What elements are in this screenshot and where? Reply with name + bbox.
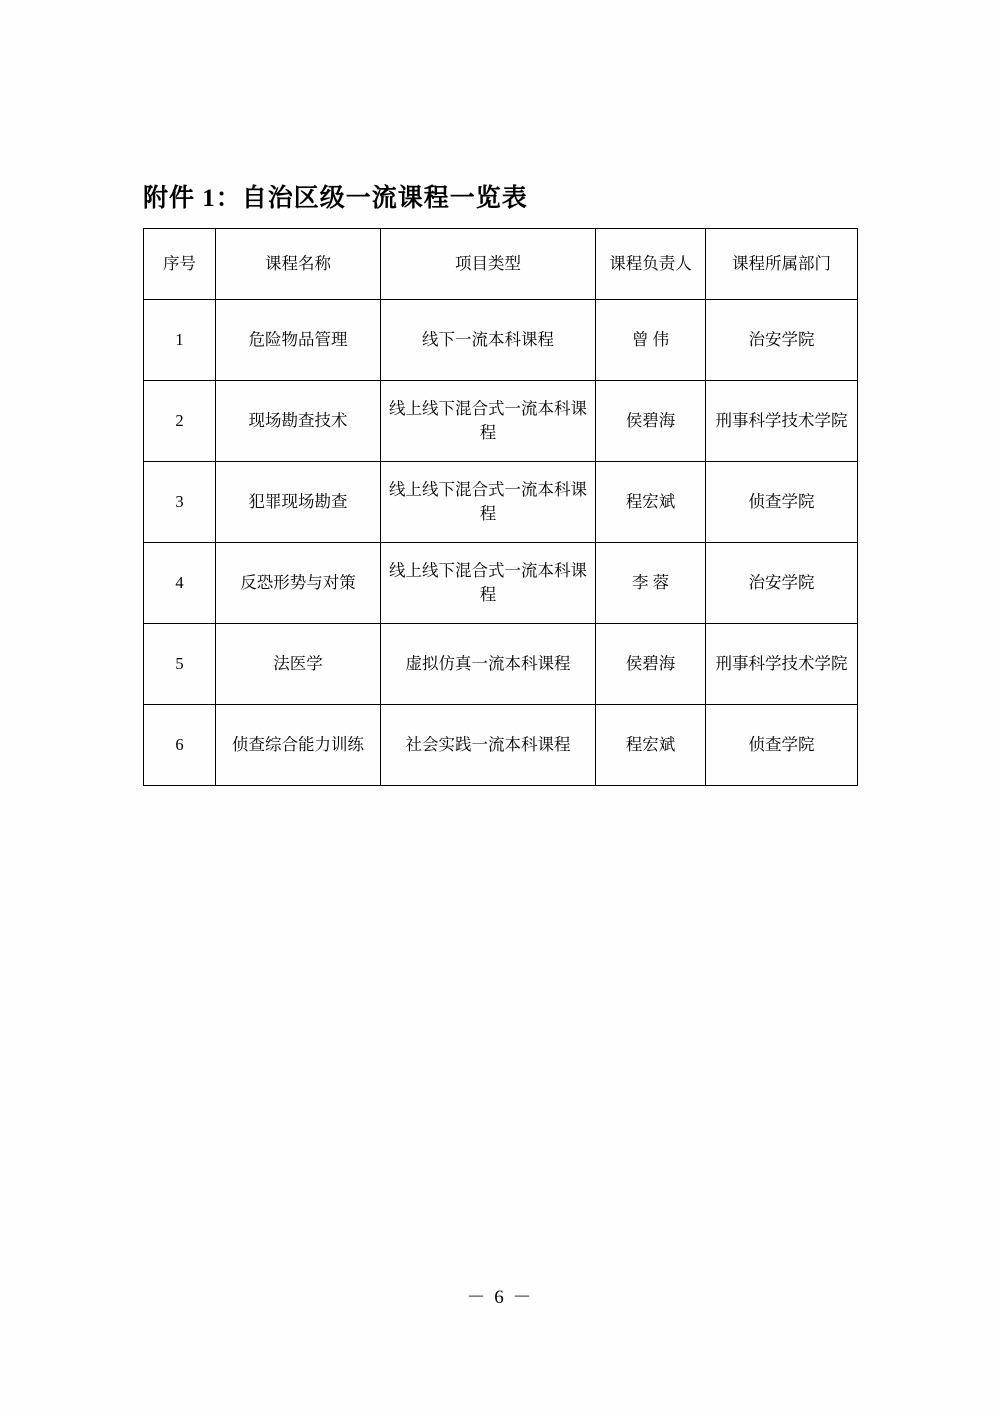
cell-no: 6 [144,705,216,786]
cell-project-type: 线上线下混合式一流本科课程 [381,543,596,624]
table-row [144,300,858,381]
cell-department: 刑事科学技术学院 [706,624,858,705]
cell-project-type: 线下一流本科课程 [381,300,596,381]
column-header-name: 课程名称 [216,229,381,300]
cell-course-leader: 曾 伟 [596,300,706,381]
table-header-row [144,229,858,300]
cell-project-type: 社会实践一流本科课程 [381,705,596,786]
table-row [144,462,858,543]
cell-course-leader: 侯碧海 [596,381,706,462]
cell-course-name: 犯罪现场勘查 [216,462,381,543]
table-row [144,705,858,786]
cell-no: 4 [144,543,216,624]
cell-course-leader: 李 蓉 [596,543,706,624]
cell-course-leader: 侯碧海 [596,624,706,705]
cell-no: 2 [144,381,216,462]
cell-no: 3 [144,462,216,543]
cell-no: 1 [144,300,216,381]
cell-department: 刑事科学技术学院 [706,381,858,462]
cell-course-name: 法医学 [216,624,381,705]
cell-course-name: 侦查综合能力训练 [216,705,381,786]
cell-course-name: 现场勘查技术 [216,381,381,462]
cell-project-type: 线上线下混合式一流本科课程 [381,381,596,462]
cell-department: 治安学院 [706,543,858,624]
column-header-dept: 课程所属部门 [706,229,858,300]
table-row [144,543,858,624]
cell-project-type: 线上线下混合式一流本科课程 [381,462,596,543]
table-row [144,381,858,462]
cell-course-leader: 程宏斌 [596,462,706,543]
column-header-type: 项目类型 [381,229,596,300]
cell-department: 侦查学院 [706,462,858,543]
course-list-table [143,228,858,786]
cell-department: 侦查学院 [706,705,858,786]
column-header-leader: 课程负责人 [596,229,706,300]
cell-course-name: 反恐形势与对策 [216,543,381,624]
cell-department: 治安学院 [706,300,858,381]
cell-course-name: 危险物品管理 [216,300,381,381]
cell-project-type: 虚拟仿真一流本科课程 [381,624,596,705]
page-title: 附件 1：自治区级一流课程一览表 [143,185,528,212]
table-row [144,624,858,705]
cell-no: 5 [144,624,216,705]
column-header-no: 序号 [144,229,216,300]
page-number: － 6 － [466,1287,534,1308]
cell-course-leader: 程宏斌 [596,705,706,786]
